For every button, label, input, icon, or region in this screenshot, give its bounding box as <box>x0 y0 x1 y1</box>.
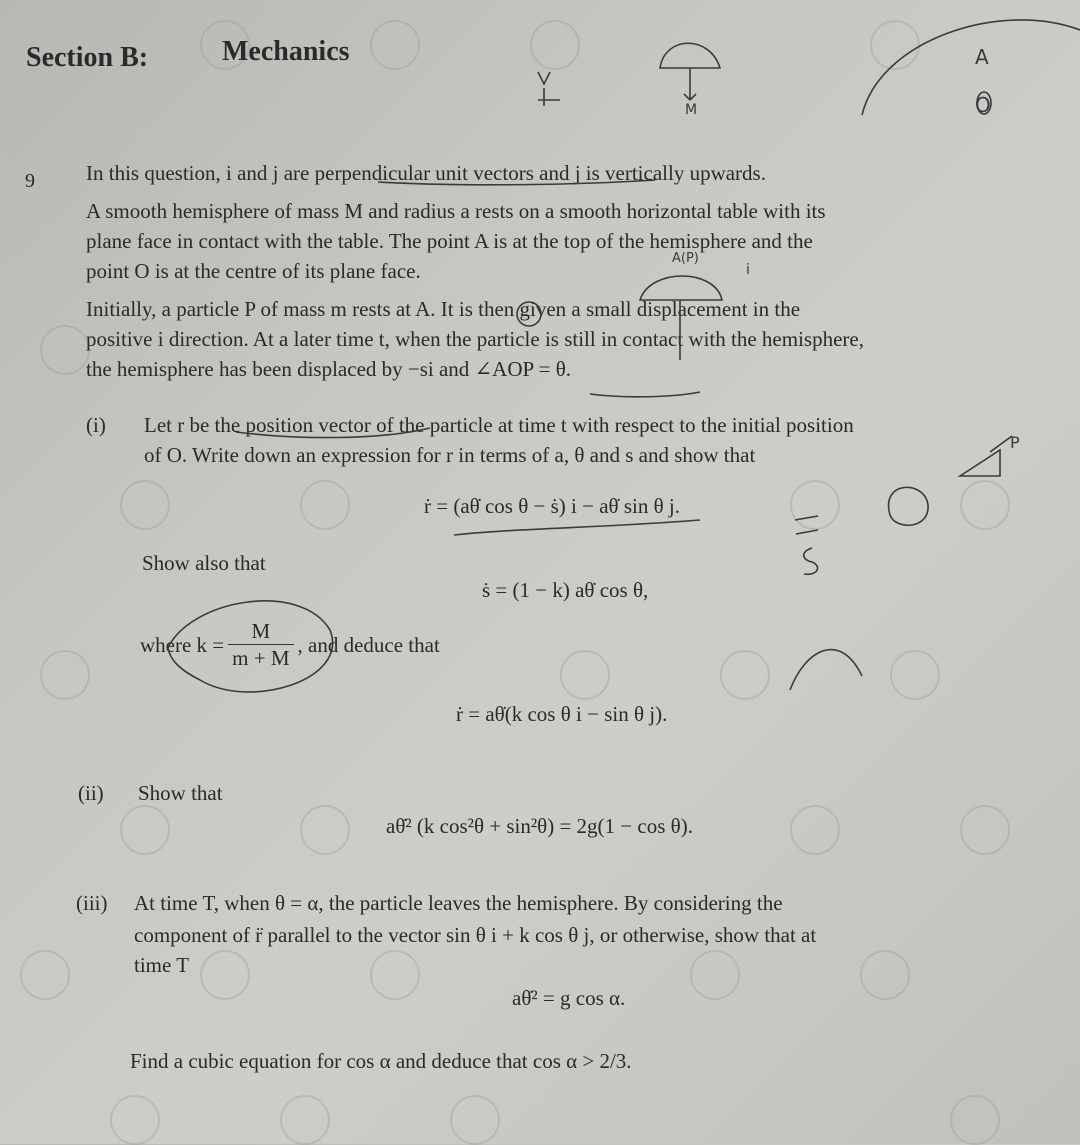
part-iii-line2: component of r̈ parallel to the vector sin θ i + k cos θ j, or otherwise, show that at <box>134 923 817 947</box>
section-title: Mechanics <box>222 36 350 67</box>
para2-line2: positive i direction. At a later time t, when the particle is still in contact with the hemisphere, <box>86 327 864 351</box>
para1-line2: plane face in contact with the table. The point A is at the top of the hemisphere and the <box>86 229 813 253</box>
part-iii-line3: time T <box>134 953 190 977</box>
para1-line1: A smooth hemisphere of mass M and radius a rests on a smooth horizontal table with its <box>86 199 826 223</box>
k-numerator: M <box>251 619 271 643</box>
equation-rdot-final: ṙ = aθ̇(k cos θ i − sin θ j). <box>456 702 668 726</box>
part-iii-line1: At time T, when θ = α, the particle leaves the hemisphere. By considering the <box>134 891 783 915</box>
annotation-M: M <box>685 102 698 118</box>
para2-line3: the hemisphere has been displaced by −si and ∠AOP = θ. <box>86 357 572 381</box>
show-also-text: Show also that <box>142 551 266 575</box>
k-denominator: m + M <box>228 644 293 671</box>
question-intro: In this question, i and j are perpendicular unit vectors and j is vertically upwards. <box>86 161 766 185</box>
equation-leave: aθ̇² = g cos α. <box>512 986 626 1010</box>
deduce-text: , and deduce that <box>297 632 440 657</box>
para1-line3: point O is at the centre of its plane face. <box>86 259 421 283</box>
section-label: Section B: <box>26 42 149 73</box>
equation-energy: aθ̇² (k cos²θ + sin²θ) = 2g(1 − cos θ). <box>386 814 693 838</box>
equation-sdot: ṡ = (1 − k) aθ̇ cos θ, <box>482 578 649 602</box>
annotation-P: P <box>1010 433 1020 452</box>
part-ii-text: Show that <box>138 781 223 805</box>
annotation-A: A <box>975 45 989 69</box>
para2-line1: Initially, a particle P of mass m rests at A. It is then given a small displacement in the <box>86 297 801 321</box>
annotation-AP: A(P) <box>672 251 699 266</box>
where-text: where k = <box>140 632 225 657</box>
final-instruction: Find a cubic equation for cos α and deduce that cos α > 2/3. <box>130 1049 632 1073</box>
part-iii-label: (iii) <box>76 891 108 915</box>
annotation-O: O <box>975 93 991 117</box>
part-i-line2: of O. Write down an expression for r in terms of a, θ and s and show that <box>144 443 756 467</box>
part-i-line1: Let r be the position vector of the particle at time t with respect to the initial position <box>144 413 854 437</box>
part-i-label: (i) <box>86 413 106 437</box>
large-arc <box>862 20 1080 115</box>
hemisphere-sketch <box>660 43 720 68</box>
question-number: 9 <box>25 170 35 192</box>
annotation-i: i <box>746 262 750 278</box>
part-ii-label: (ii) <box>78 781 104 805</box>
equation-rdot: ṙ = (aθ̇ cos θ − ṡ) i − aθ̇ sin θ j. <box>424 494 680 518</box>
